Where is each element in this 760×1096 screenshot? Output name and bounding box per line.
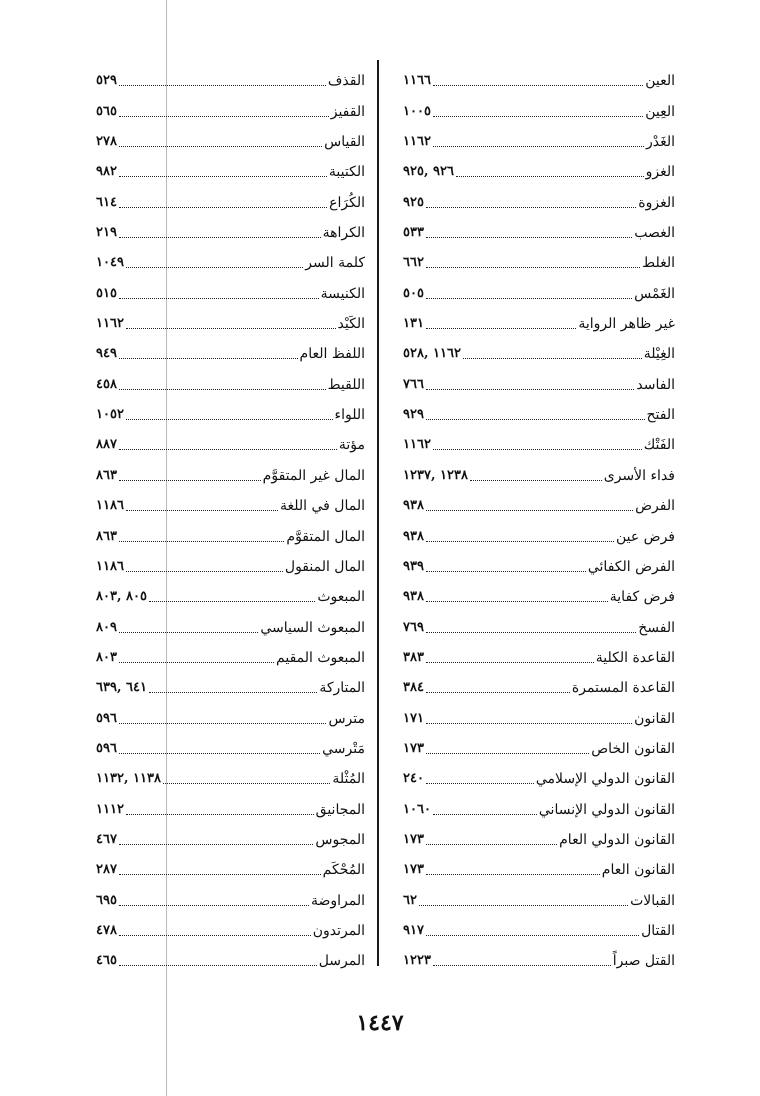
index-page-refs: ٩٨٢ [96, 164, 117, 180]
index-term: الفتح [646, 407, 675, 424]
index-entry [403, 727, 675, 757]
index-term: كلمة السر [305, 255, 365, 272]
dot-leader [426, 844, 557, 845]
index-entry [403, 241, 675, 271]
index-term: اللفظ العام [299, 346, 365, 363]
index-page-refs: ١١٦٢ [403, 134, 431, 150]
index-entry [403, 636, 675, 666]
index-term: فداء الأسرى [603, 467, 675, 484]
dot-leader [426, 753, 589, 754]
index-page-refs: ٥١٥ [96, 285, 117, 301]
index-page-refs: ٦١٤ [96, 194, 117, 210]
index-entry [403, 302, 675, 332]
index-page-refs: ١١١٢ [96, 801, 124, 817]
index-term: مَتْرسي [322, 740, 365, 757]
index-page-refs: ١١٦٢ [403, 437, 431, 453]
index-entry [96, 514, 365, 544]
index-entry [96, 241, 365, 271]
index-term: المراوضة [310, 892, 365, 909]
dot-leader [433, 449, 642, 450]
index-term: القانون الخاص [591, 740, 675, 757]
index-entry [403, 514, 675, 544]
dot-leader [119, 237, 321, 238]
dot-leader [119, 389, 326, 390]
index-term: المرسل [318, 953, 365, 970]
index-term: المبعوث المقيم [276, 649, 365, 666]
index-page-refs: ٧٦٦ [403, 376, 424, 392]
index-term: الفرض الكفائي [587, 558, 675, 575]
index-page-refs: ٣٨٣ [403, 649, 424, 665]
index-entry [96, 666, 365, 696]
dot-leader [119, 905, 309, 906]
index-page-refs: ٨٨٧ [96, 437, 117, 453]
dot-leader [426, 601, 608, 602]
index-page-refs: ٢٧٨ [96, 134, 117, 150]
index-term: القتل صبراً [612, 953, 675, 970]
dot-leader [426, 571, 586, 572]
index-page-refs: ٥٩٦ [96, 740, 117, 756]
index-entry [403, 120, 675, 150]
index-page-refs: ٨٦٣ [96, 528, 117, 544]
index-entry [403, 453, 675, 483]
index-entry [96, 89, 365, 119]
index-page-refs: ١٧١ [403, 710, 424, 726]
index-term: الكُرَاع [329, 194, 365, 211]
index-entry [403, 757, 675, 787]
column-divider [377, 60, 379, 966]
index-page-refs: ٤٧٨ [96, 922, 117, 938]
index-page-refs: ١١٨٦ [96, 558, 124, 574]
index-page-refs: ٦٦٢ [403, 255, 424, 271]
index-entry [96, 939, 365, 969]
dot-leader [119, 935, 311, 936]
dot-leader [119, 632, 258, 633]
dot-leader [119, 358, 298, 359]
index-page-refs: ٣٨٤ [403, 680, 424, 696]
index-term: الغَمْس [634, 285, 675, 302]
dot-leader [426, 541, 614, 542]
index-term: الغصب [634, 225, 675, 242]
index-term: المجانيق [315, 801, 365, 818]
index-page-refs: ١٧٣ [403, 862, 424, 878]
index-entry [403, 605, 675, 635]
dot-leader [119, 844, 313, 845]
dot-leader [126, 510, 278, 511]
index-page-refs: ٤٥٨ [96, 376, 117, 392]
index-page-refs: ١٧٣ [403, 740, 424, 756]
index-entry [96, 120, 365, 150]
dot-leader [126, 267, 303, 268]
dot-leader [426, 298, 632, 299]
index-term: القاعدة المستمرة [571, 680, 675, 697]
index-page-refs: ٦٤١ ,٦٣٩ [96, 680, 147, 696]
index-entry [96, 180, 365, 210]
index-entry [403, 484, 675, 514]
index-page-refs: ٥٦٥ [96, 103, 117, 119]
index-term: الفسخ [638, 619, 675, 636]
dot-leader [119, 146, 322, 147]
dot-leader [119, 449, 337, 450]
dot-leader [119, 541, 284, 542]
index-entry [403, 878, 675, 908]
index-page-refs: ١١٦٢ [96, 316, 124, 332]
index-entry [403, 211, 675, 241]
index-page-refs: ١١٦٦ [403, 73, 431, 89]
index-page-refs: ١٠٤٩ [96, 255, 124, 271]
index-entry [403, 423, 675, 453]
index-entry [96, 545, 365, 575]
index-term: المال غير المتقوَّم [262, 467, 365, 484]
dot-leader [463, 358, 642, 359]
index-term: اللواء [334, 407, 365, 424]
index-page-refs: ٩٣٩ [403, 558, 424, 574]
index-page-refs: ٨٠٣ [96, 649, 117, 665]
index-entry [403, 696, 675, 726]
index-entry [96, 818, 365, 848]
index-term: المبعوث السياسي [260, 619, 365, 636]
dot-leader [119, 298, 319, 299]
index-page-refs: ٩١٧ [403, 922, 424, 938]
index-term: المتاركة [319, 680, 365, 697]
index-page-refs: ٦٢ [403, 892, 417, 908]
index-term: القبالات [630, 892, 675, 909]
index-entry [96, 575, 365, 605]
index-entry [403, 575, 675, 605]
index-page-refs: ٩٣٨ [403, 498, 424, 514]
dot-leader [149, 692, 317, 693]
index-term: مؤتة [338, 437, 365, 454]
index-entry [403, 393, 675, 423]
index-entry [403, 89, 675, 119]
index-page-refs: ٤٦٧ [96, 831, 117, 847]
dot-leader [426, 692, 570, 693]
index-page-refs: ١٧٣ [403, 831, 424, 847]
index-entry [403, 180, 675, 210]
index-entry [96, 423, 365, 453]
dot-leader [433, 85, 643, 86]
index-entry [403, 909, 675, 939]
dot-leader [426, 662, 594, 663]
index-term: الكراهة [322, 225, 365, 242]
index-page-refs: ٥٣٣ [403, 225, 424, 241]
index-term: مترس [328, 710, 365, 727]
index-term: العِين [645, 103, 675, 120]
dot-leader [119, 965, 317, 966]
index-page-refs: ٢٨٧ [96, 862, 117, 878]
index-term: الغِيْلة [643, 346, 675, 363]
index-page-refs: ١٠٠٥ [403, 103, 431, 119]
index-entry [96, 696, 365, 726]
index-term: العين [645, 73, 675, 90]
index-entry [96, 332, 365, 362]
dot-leader [119, 116, 329, 117]
index-page-refs: ٩٢٦ ,٩٢٥ [403, 164, 454, 180]
index-term: القتال [641, 922, 675, 939]
index-entry [96, 484, 365, 514]
index-term: غير ظاهر الرواية [578, 316, 675, 333]
dot-leader [163, 783, 330, 784]
dot-leader [426, 237, 632, 238]
index-page-refs: ٩٢٩ [403, 407, 424, 423]
dot-leader [119, 662, 274, 663]
dot-leader [119, 85, 326, 86]
dot-leader [470, 480, 602, 481]
index-entry [96, 362, 365, 392]
index-entry [403, 787, 675, 817]
index-page-refs: ٢٤٠ [403, 771, 424, 787]
index-term: الغلط [642, 255, 675, 272]
dot-leader [119, 723, 327, 724]
index-term: القذف [327, 73, 365, 90]
index-term: الكَيْد [337, 316, 365, 333]
dot-leader [419, 905, 628, 906]
index-term: فرض عين [615, 528, 675, 545]
dot-leader [456, 176, 644, 177]
index-entry [96, 636, 365, 666]
index-column-right [403, 59, 675, 969]
index-entry [403, 848, 675, 878]
index-term: القانون العام [601, 862, 675, 879]
index-term: الفاسد [636, 376, 675, 393]
index-page-refs: ٩٣٨ [403, 589, 424, 605]
index-entry [96, 848, 365, 878]
dot-leader [426, 328, 576, 329]
index-page-refs: ٩٣٨ [403, 528, 424, 544]
dot-leader [119, 207, 327, 208]
dot-leader [149, 601, 315, 602]
dot-leader [426, 783, 534, 784]
index-entry [96, 787, 365, 817]
index-term: القاعدة الكلية [595, 649, 675, 666]
index-entry [96, 727, 365, 757]
index-entry [403, 271, 675, 301]
index-term: الكنيسة [320, 285, 365, 302]
index-page-refs: ٨٠٥ ,٨٠٣ [96, 589, 147, 605]
dot-leader [426, 874, 600, 875]
dot-leader [426, 632, 636, 633]
index-entry [403, 332, 675, 362]
dot-leader [433, 965, 611, 966]
index-term: القياس [324, 134, 365, 151]
index-entry [96, 302, 365, 332]
index-page-refs: ١١٦٢ ,٥٢٨ [403, 346, 461, 362]
index-page-refs: ١١٨٦ [96, 498, 124, 514]
index-term: الكتيبة [328, 164, 365, 181]
index-entry [403, 818, 675, 848]
index-column-left [96, 59, 365, 969]
index-entry [403, 362, 675, 392]
index-term: المال المنقول [284, 558, 365, 575]
index-entry [403, 939, 675, 969]
index-term: المال المتقوَّم [286, 528, 365, 545]
index-term: القانون [634, 710, 675, 727]
index-term: القانون الدولي العام [559, 831, 675, 848]
dot-leader [126, 571, 283, 572]
index-term: الغزوة [638, 194, 675, 211]
dot-leader [426, 723, 632, 724]
dot-leader [433, 116, 643, 117]
index-term: المبعوث [317, 589, 365, 606]
index-page-refs: ١٣١ [403, 316, 424, 332]
index-term: المجوس [315, 831, 365, 848]
index-entry [403, 150, 675, 180]
index-page-refs: ١١٣٨ ,١١٣٢ [96, 771, 161, 787]
index-entry [96, 211, 365, 241]
dot-leader [426, 935, 639, 936]
index-page-refs: ٦٩٥ [96, 892, 117, 908]
index-page-refs: ٩٢٥ [403, 194, 424, 210]
dot-leader [426, 510, 633, 511]
index-entry [96, 271, 365, 301]
index-term: المال في اللغة [280, 498, 365, 515]
index-page-refs: ١٠٦٠ [403, 801, 431, 817]
index-entry [96, 878, 365, 908]
dot-leader [126, 419, 333, 420]
index-term: المرتدون [312, 922, 365, 939]
index-term: الفَتْك [643, 437, 675, 454]
dot-leader [119, 874, 321, 875]
dot-leader [119, 753, 320, 754]
index-page-refs: ٤٦٥ [96, 953, 117, 969]
index-entry [96, 909, 365, 939]
dot-leader [426, 267, 640, 268]
index-entry [96, 453, 365, 483]
dot-leader [119, 480, 261, 481]
index-entry [96, 757, 365, 787]
index-page-refs: ١٢٣٨ ,١٢٣٧ [403, 467, 468, 483]
index-term: القفيز [330, 103, 365, 120]
index-term: الفرض [635, 498, 675, 515]
index-entry [403, 545, 675, 575]
dot-leader [426, 389, 634, 390]
index-entry [96, 59, 365, 89]
index-page-refs: ٨٠٩ [96, 619, 117, 635]
index-term: اللقيط [327, 376, 365, 393]
index-term: الغزو [645, 164, 675, 181]
index-entry [96, 150, 365, 180]
index-term: القانون الدولي الإنساني [538, 801, 675, 818]
index-entry [96, 393, 365, 423]
index-page-refs: ٥٩٦ [96, 710, 117, 726]
index-page-refs: ٥٢٩ [96, 73, 117, 89]
dot-leader [126, 814, 314, 815]
index-page-refs: ٥٠٥ [403, 285, 424, 301]
index-page-refs: ١٢٢٣ [403, 953, 431, 969]
index-entry [96, 605, 365, 635]
dot-leader [426, 207, 636, 208]
dot-leader [433, 814, 537, 815]
index-entry [403, 59, 675, 89]
index-entry [403, 666, 675, 696]
index-page-refs: ٩٤٩ [96, 346, 117, 362]
index-page-refs: ١٠٥٢ [96, 407, 124, 423]
dot-leader [426, 419, 645, 420]
index-term: القانون الدولي الإسلامي [535, 771, 675, 788]
index-term: الغَدْر [645, 134, 675, 151]
page-number: ١٤٤٧ [356, 1010, 404, 1036]
index-page-refs: ٢١٩ [96, 225, 117, 241]
index-term: المُثْلة [332, 771, 365, 788]
index-term: المُحْكَم [322, 862, 365, 879]
index-page-refs: ٨٦٣ [96, 467, 117, 483]
dot-leader [119, 176, 327, 177]
index-term: فرض كفاية [609, 589, 675, 606]
dot-leader [433, 146, 644, 147]
dot-leader [126, 328, 336, 329]
index-page-refs: ٧٦٩ [403, 619, 424, 635]
